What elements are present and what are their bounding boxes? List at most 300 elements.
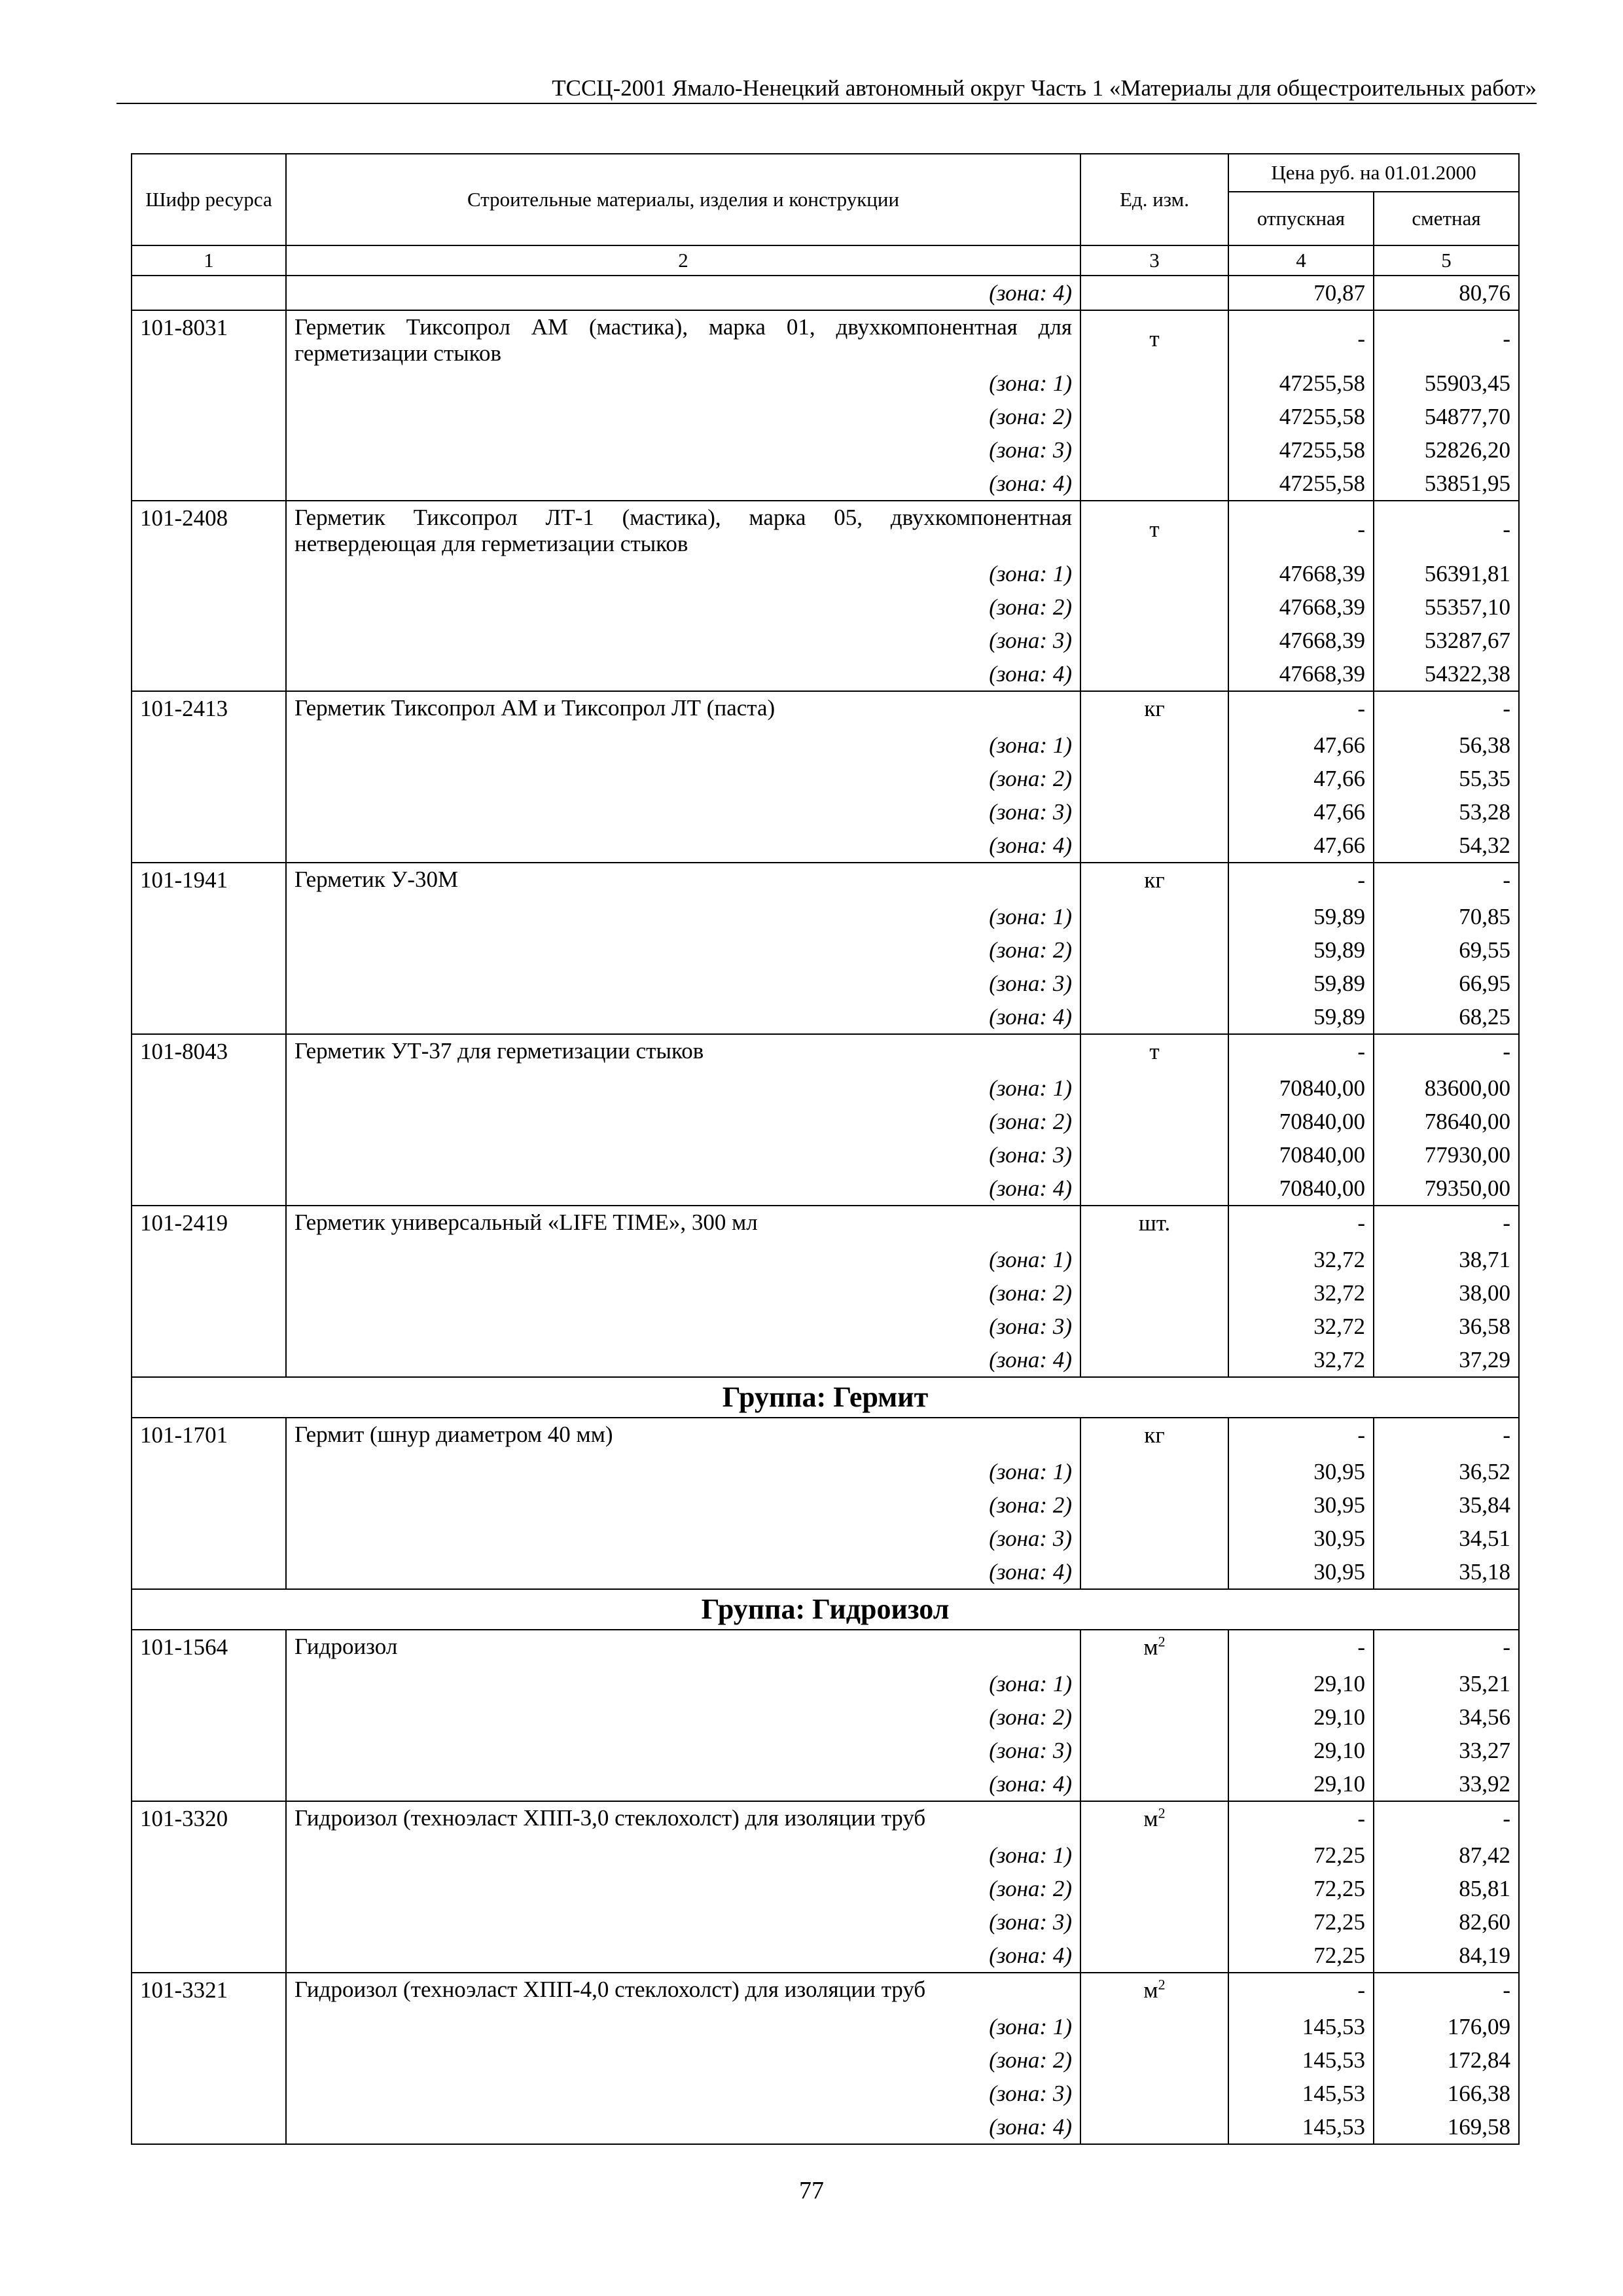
- code-cell: [132, 933, 286, 967]
- zone-row: [132, 1243, 1519, 1276]
- unit-label: кг: [1144, 1422, 1165, 1448]
- code-cell: [132, 1522, 286, 1555]
- unit-cell: [1080, 967, 1228, 1000]
- unit-cell: [1080, 557, 1228, 590]
- code-cell: [132, 1310, 286, 1343]
- zone-label: (зона: 4): [286, 1172, 1080, 1206]
- material-row: [132, 310, 1519, 367]
- zone-row: [132, 1071, 1519, 1105]
- release-price-cell: 145,53: [1228, 2110, 1374, 2144]
- release-price-cell: 70840,00: [1228, 1138, 1374, 1172]
- zone-cell: (зона: 4): [286, 276, 1080, 310]
- unit-label: т: [1149, 1039, 1160, 1064]
- zone-label: (зона: 1): [286, 1667, 1080, 1700]
- zone-row: [132, 2077, 1519, 2110]
- unit-label: шт.: [1138, 1210, 1171, 1236]
- material-row: [132, 1973, 1519, 2010]
- col-header-code: Шифр ресурса: [132, 154, 286, 245]
- zone-row: [132, 1700, 1519, 1734]
- estimate-price-cell: 82,60: [1374, 1905, 1519, 1939]
- zone-label: (зона: 4): [286, 1555, 1080, 1589]
- release-price-cell: 47,66: [1228, 728, 1374, 762]
- unit-cell: [1080, 1243, 1228, 1276]
- zone-row: [132, 657, 1519, 691]
- code-cell: [132, 1071, 286, 1105]
- estimate-price-cell: 68,25: [1374, 1000, 1519, 1034]
- code-cell: [132, 590, 286, 624]
- material-name: Гидроизол (техноэласт ХПП-3,0 стеклохолст) для изоляции труб: [286, 1801, 1080, 1839]
- estimate-price-cell: 53287,67: [1374, 624, 1519, 657]
- unit-cell: [1080, 900, 1228, 933]
- release-price-cell: 70840,00: [1228, 1172, 1374, 1206]
- code-cell: [132, 467, 286, 501]
- zone-row: [132, 433, 1519, 467]
- unit-superscript: 2: [1158, 1633, 1166, 1650]
- code-cell: [132, 1243, 286, 1276]
- material-name: Герметик Тиксопрол АМ и Тиксопрол ЛТ (паста): [286, 691, 1080, 728]
- release-price-cell: 72,25: [1228, 1839, 1374, 1872]
- estimate-price-cell: 56391,81: [1374, 557, 1519, 590]
- release-price-cell: 47668,39: [1228, 557, 1374, 590]
- zone-label: (зона: 1): [286, 557, 1080, 590]
- code-cell: [132, 1105, 286, 1138]
- col-number-5: 5: [1374, 245, 1519, 276]
- unit-cell: [1080, 1206, 1228, 1243]
- unit-cell: [1080, 1767, 1228, 1801]
- unit-cell: [1080, 2110, 1228, 2144]
- estimate-price-cell: 166,38: [1374, 2077, 1519, 2110]
- code-cell: [132, 1839, 286, 1872]
- unit-cell: [1080, 1488, 1228, 1522]
- estimate-price-cell: 35,21: [1374, 1667, 1519, 1700]
- unit-cell: [1080, 1555, 1228, 1589]
- unit-cell: [1080, 1522, 1228, 1555]
- unit-cell: [1080, 933, 1228, 967]
- release-price-cell: 47255,58: [1228, 367, 1374, 400]
- unit-cell: [1080, 1667, 1228, 1700]
- resource-code: 101-1701: [132, 1418, 286, 1455]
- col-number-3: 3: [1080, 245, 1228, 276]
- estimate-price-cell: 38,71: [1374, 1243, 1519, 1276]
- resource-code: 101-2408: [132, 501, 286, 557]
- estimate-price-cell: 80,76: [1374, 276, 1519, 310]
- code-cell: [132, 1138, 286, 1172]
- estimate-price-cell: 55357,10: [1374, 590, 1519, 624]
- code-cell: [132, 1872, 286, 1905]
- unit-cell: [1080, 2010, 1228, 2043]
- zone-row: [132, 967, 1519, 1000]
- unit-cell: [1080, 624, 1228, 657]
- release-price-cell: 70840,00: [1228, 1071, 1374, 1105]
- estimate-price-cell: 85,81: [1374, 1872, 1519, 1905]
- estimate-price-cell: 79350,00: [1374, 1172, 1519, 1206]
- estimate-price-cell: -: [1374, 1630, 1519, 1667]
- code-cell: [132, 1667, 286, 1700]
- estimate-price-cell: 69,55: [1374, 933, 1519, 967]
- zone-row: [132, 728, 1519, 762]
- zone-row: [132, 467, 1519, 501]
- zone-row: [132, 400, 1519, 433]
- release-price-cell: 47255,58: [1228, 433, 1374, 467]
- release-price-cell: -: [1228, 310, 1374, 367]
- release-price-cell: 47668,39: [1228, 624, 1374, 657]
- unit-cell: [1080, 1276, 1228, 1310]
- code-cell: [132, 795, 286, 829]
- code-cell: [132, 1939, 286, 1973]
- release-price-cell: -: [1228, 1206, 1374, 1243]
- code-cell: [132, 900, 286, 933]
- zone-label: (зона: 3): [286, 1310, 1080, 1343]
- resource-code: 101-3320: [132, 1801, 286, 1839]
- release-price-cell: 30,95: [1228, 1522, 1374, 1555]
- code-cell: [132, 762, 286, 795]
- material-row: [132, 863, 1519, 900]
- zone-row: [132, 1276, 1519, 1310]
- code-cell: [132, 2110, 286, 2144]
- release-price-cell: 32,72: [1228, 1243, 1374, 1276]
- estimate-price-cell: -: [1374, 1418, 1519, 1455]
- zone-row: [132, 762, 1519, 795]
- estimate-price-cell: -: [1374, 863, 1519, 900]
- estimate-price-cell: 56,38: [1374, 728, 1519, 762]
- zone-row: [132, 2010, 1519, 2043]
- material-name: Герметик Тиксопрол АМ (мастика), марка 01, двухкомпонентная для герметизации стыков: [286, 310, 1080, 367]
- unit-cell: [1080, 1034, 1228, 1071]
- zone-row: [132, 900, 1519, 933]
- code-cell: [132, 1767, 286, 1801]
- zone-label: (зона: 3): [286, 624, 1080, 657]
- unit-cell: [1080, 1310, 1228, 1343]
- material-row: [132, 691, 1519, 728]
- release-price-cell: 47,66: [1228, 795, 1374, 829]
- zone-row: [132, 1939, 1519, 1973]
- unit-cell: [1080, 1000, 1228, 1034]
- estimate-price-cell: 176,09: [1374, 2010, 1519, 2043]
- release-price-cell: -: [1228, 1801, 1374, 1839]
- zone-row: [132, 1138, 1519, 1172]
- estimate-price-cell: -: [1374, 691, 1519, 728]
- zone-label: (зона: 2): [286, 590, 1080, 624]
- release-price-cell: 59,89: [1228, 1000, 1374, 1034]
- unit-cell: [1080, 310, 1228, 367]
- group-title: Группа: Гермит: [132, 1377, 1519, 1418]
- material-row: [132, 1630, 1519, 1667]
- material-name: Герметик Тиксопрол ЛТ-1 (мастика), марка 05, двухкомпонентная нетвердеющая для герметизации стыков: [286, 501, 1080, 557]
- release-price-cell: 29,10: [1228, 1767, 1374, 1801]
- zone-label: (зона: 4): [286, 467, 1080, 501]
- zone-label: (зона: 2): [286, 933, 1080, 967]
- estimate-price-cell: 37,29: [1374, 1343, 1519, 1377]
- resource-code: 101-1941: [132, 863, 286, 900]
- zone-row: [132, 1343, 1519, 1377]
- zone-row: [132, 590, 1519, 624]
- release-price-cell: 47668,39: [1228, 657, 1374, 691]
- unit-label: т: [1149, 516, 1160, 542]
- resource-code: 101-1564: [132, 1630, 286, 1667]
- release-price-cell: 32,72: [1228, 1343, 1374, 1377]
- estimate-price-cell: 34,56: [1374, 1700, 1519, 1734]
- release-price-cell: 59,89: [1228, 900, 1374, 933]
- estimate-price-cell: -: [1374, 310, 1519, 367]
- carry-over-row: [132, 276, 1519, 310]
- unit-cell: [1080, 276, 1228, 310]
- resource-code: 101-2413: [132, 691, 286, 728]
- zone-label: (зона: 4): [286, 829, 1080, 863]
- release-price-cell: 70840,00: [1228, 1105, 1374, 1138]
- zone-row: [132, 2043, 1519, 2077]
- code-cell: [132, 1905, 286, 1939]
- estimate-price-cell: -: [1374, 501, 1519, 557]
- estimate-price-cell: 38,00: [1374, 1276, 1519, 1310]
- zone-label: (зона: 4): [286, 1000, 1080, 1034]
- zone-label: (зона: 3): [286, 1905, 1080, 1939]
- unit-cell: [1080, 762, 1228, 795]
- zone-label: (зона: 3): [286, 1734, 1080, 1767]
- unit-cell: [1080, 1973, 1228, 2010]
- zone-label: (зона: 3): [286, 967, 1080, 1000]
- material-name: Гермит (шнур диаметром 40 мм): [286, 1418, 1080, 1455]
- zone-row: [132, 1734, 1519, 1767]
- code-cell: [132, 1700, 286, 1734]
- unit-label: м: [1143, 1634, 1158, 1660]
- unit-cell: [1080, 1939, 1228, 1973]
- zone-row: [132, 1105, 1519, 1138]
- release-price-cell: 29,10: [1228, 1700, 1374, 1734]
- zone-row: [132, 1522, 1519, 1555]
- unit-cell: [1080, 1172, 1228, 1206]
- release-price-cell: -: [1228, 1973, 1374, 2010]
- code-cell: [132, 400, 286, 433]
- group-row: [132, 1589, 1519, 1630]
- zone-label: (зона: 3): [286, 1138, 1080, 1172]
- unit-cell: [1080, 863, 1228, 900]
- unit-cell: [1080, 728, 1228, 762]
- material-row: [132, 1206, 1519, 1243]
- col-header-unit: Ед. изм.: [1080, 154, 1228, 245]
- zone-label: (зона: 3): [286, 433, 1080, 467]
- material-row: [132, 1418, 1519, 1455]
- zone-row: [132, 1488, 1519, 1522]
- estimate-price-cell: 87,42: [1374, 1839, 1519, 1872]
- zone-row: [132, 1839, 1519, 1872]
- col-number-1: 1: [132, 245, 286, 276]
- release-price-cell: 145,53: [1228, 2077, 1374, 2110]
- code-cell: [132, 367, 286, 400]
- zone-row: [132, 1555, 1519, 1589]
- code-cell: [132, 624, 286, 657]
- estimate-price-cell: 54322,38: [1374, 657, 1519, 691]
- zone-label: (зона: 1): [286, 728, 1080, 762]
- col-header-release: отпускная: [1228, 192, 1374, 245]
- material-name: Герметик универсальный «LIFE TIME», 300 мл: [286, 1206, 1080, 1243]
- release-price-cell: 72,25: [1228, 1872, 1374, 1905]
- zone-label: (зона: 1): [286, 1243, 1080, 1276]
- code-cell: [132, 1455, 286, 1488]
- code-cell: [132, 1000, 286, 1034]
- code-cell: [132, 1343, 286, 1377]
- unit-cell: [1080, 1839, 1228, 1872]
- estimate-price-cell: 33,27: [1374, 1734, 1519, 1767]
- col-header-estimate: сметная: [1374, 192, 1519, 245]
- unit-superscript: 2: [1158, 1804, 1166, 1821]
- release-price-cell: 47668,39: [1228, 590, 1374, 624]
- col-number-4: 4: [1228, 245, 1374, 276]
- zone-row: [132, 933, 1519, 967]
- release-price-cell: 72,25: [1228, 1905, 1374, 1939]
- release-price-cell: 47255,58: [1228, 467, 1374, 501]
- unit-cell: [1080, 1071, 1228, 1105]
- unit-cell: [1080, 1418, 1228, 1455]
- estimate-price-cell: 35,84: [1374, 1488, 1519, 1522]
- release-price-cell: -: [1228, 691, 1374, 728]
- zone-row: [132, 1905, 1519, 1939]
- zone-row: [132, 1310, 1519, 1343]
- zone-label: (зона: 1): [286, 1455, 1080, 1488]
- estimate-price-cell: 53851,95: [1374, 467, 1519, 501]
- unit-label: м: [1143, 1806, 1158, 1831]
- release-price-cell: -: [1228, 1630, 1374, 1667]
- estimate-price-cell: 83600,00: [1374, 1071, 1519, 1105]
- release-price-cell: 30,95: [1228, 1455, 1374, 1488]
- material-row: [132, 1034, 1519, 1071]
- unit-cell: [1080, 400, 1228, 433]
- zone-row: [132, 2110, 1519, 2144]
- estimate-price-cell: -: [1374, 1206, 1519, 1243]
- zone-label: (зона: 3): [286, 795, 1080, 829]
- release-price-cell: 30,95: [1228, 1488, 1374, 1522]
- release-price-cell: 29,10: [1228, 1734, 1374, 1767]
- code-cell: [132, 557, 286, 590]
- release-price-cell: 145,53: [1228, 2043, 1374, 2077]
- release-price-cell: 32,72: [1228, 1310, 1374, 1343]
- unit-cell: [1080, 2043, 1228, 2077]
- zone-label: (зона: 2): [286, 762, 1080, 795]
- resource-code: 101-8043: [132, 1034, 286, 1071]
- unit-cell: [1080, 467, 1228, 501]
- zone-label: (зона: 2): [286, 1488, 1080, 1522]
- zone-row: [132, 1000, 1519, 1034]
- unit-cell: [1080, 1455, 1228, 1488]
- zone-label: (зона: 1): [286, 2010, 1080, 2043]
- code-cell: [132, 829, 286, 863]
- zone-label: (зона: 1): [286, 900, 1080, 933]
- zone-row: [132, 557, 1519, 590]
- zone-label: (зона: 3): [286, 1522, 1080, 1555]
- zone-label: (зона: 4): [286, 1767, 1080, 1801]
- code-cell: [132, 276, 286, 310]
- code-cell: [132, 1488, 286, 1522]
- material-row: [132, 1801, 1519, 1839]
- estimate-price-cell: 53,28: [1374, 795, 1519, 829]
- code-cell: [132, 2077, 286, 2110]
- zone-label: (зона: 2): [286, 2043, 1080, 2077]
- estimate-price-cell: 169,58: [1374, 2110, 1519, 2144]
- code-cell: [132, 1734, 286, 1767]
- release-price-cell: 47,66: [1228, 762, 1374, 795]
- estimate-price-cell: 36,58: [1374, 1310, 1519, 1343]
- unit-cell: [1080, 1630, 1228, 1667]
- unit-cell: [1080, 691, 1228, 728]
- unit-cell: [1080, 1138, 1228, 1172]
- material-name: Герметик У-30М: [286, 863, 1080, 900]
- unit-label: м: [1143, 1977, 1158, 2003]
- zone-label: (зона: 4): [286, 2110, 1080, 2144]
- estimate-price-cell: 78640,00: [1374, 1105, 1519, 1138]
- estimate-price-cell: 172,84: [1374, 2043, 1519, 2077]
- estimate-price-cell: 70,85: [1374, 900, 1519, 933]
- release-price-cell: 145,53: [1228, 2010, 1374, 2043]
- col-header-price: Цена руб. на 01.01.2000: [1228, 154, 1519, 192]
- estimate-price-cell: 84,19: [1374, 1939, 1519, 1973]
- estimate-price-cell: 34,51: [1374, 1522, 1519, 1555]
- release-price-cell: 32,72: [1228, 1276, 1374, 1310]
- material-row: [132, 501, 1519, 557]
- material-name: Гидроизол: [286, 1630, 1080, 1667]
- unit-superscript: 2: [1158, 1976, 1166, 1993]
- release-price-cell: -: [1228, 863, 1374, 900]
- unit-cell: [1080, 829, 1228, 863]
- zone-row: [132, 367, 1519, 400]
- code-cell: [132, 433, 286, 467]
- code-cell: [132, 728, 286, 762]
- price-table: [131, 153, 1520, 2145]
- zone-row: [132, 624, 1519, 657]
- estimate-price-cell: 36,52: [1374, 1455, 1519, 1488]
- unit-cell: [1080, 1734, 1228, 1767]
- col-header-name: Строительные материалы, изделия и конструкции: [286, 154, 1080, 245]
- estimate-price-cell: 55,35: [1374, 762, 1519, 795]
- release-price-cell: 47,66: [1228, 829, 1374, 863]
- page-number: 77: [799, 2177, 824, 2204]
- unit-cell: [1080, 367, 1228, 400]
- estimate-price-cell: 77930,00: [1374, 1138, 1519, 1172]
- zone-label: (зона: 3): [286, 2077, 1080, 2110]
- material-name: Гидроизол (техноэласт ХПП-4,0 стеклохолст) для изоляции труб: [286, 1973, 1080, 2010]
- material-name: Герметик УТ-37 для герметизации стыков: [286, 1034, 1080, 1071]
- zone-label: (зона: 4): [286, 1343, 1080, 1377]
- zone-label: (зона: 2): [286, 1105, 1080, 1138]
- zone-row: [132, 829, 1519, 863]
- unit-cell: [1080, 433, 1228, 467]
- estimate-price-cell: 35,18: [1374, 1555, 1519, 1589]
- zone-label: (зона: 1): [286, 1071, 1080, 1105]
- running-header: ТССЦ-2001 Ямало-Ненецкий автономный округ Часть 1 «Материалы для общестроительных работ»: [116, 73, 1537, 104]
- estimate-price-cell: 52826,20: [1374, 433, 1519, 467]
- zone-label: (зона: 2): [286, 1872, 1080, 1905]
- zone-label: (зона: 1): [286, 367, 1080, 400]
- code-cell: [132, 1276, 286, 1310]
- estimate-price-cell: -: [1374, 1034, 1519, 1071]
- release-price-cell: 70,87: [1228, 276, 1374, 310]
- code-cell: [132, 967, 286, 1000]
- resource-code: 101-2419: [132, 1206, 286, 1243]
- group-row: [132, 1377, 1519, 1418]
- estimate-price-cell: 33,92: [1374, 1767, 1519, 1801]
- zone-label: (зона: 4): [286, 1939, 1080, 1973]
- release-price-cell: 30,95: [1228, 1555, 1374, 1589]
- zone-label: (зона: 1): [286, 1839, 1080, 1872]
- release-price-cell: -: [1228, 501, 1374, 557]
- zone-row: [132, 1667, 1519, 1700]
- release-price-cell: 59,89: [1228, 967, 1374, 1000]
- estimate-price-cell: 54,32: [1374, 829, 1519, 863]
- unit-cell: [1080, 2077, 1228, 2110]
- code-cell: [132, 1555, 286, 1589]
- zone-row: [132, 1872, 1519, 1905]
- release-price-cell: 59,89: [1228, 933, 1374, 967]
- unit-label: кг: [1144, 867, 1165, 893]
- group-title: Группа: Гидроизол: [132, 1589, 1519, 1630]
